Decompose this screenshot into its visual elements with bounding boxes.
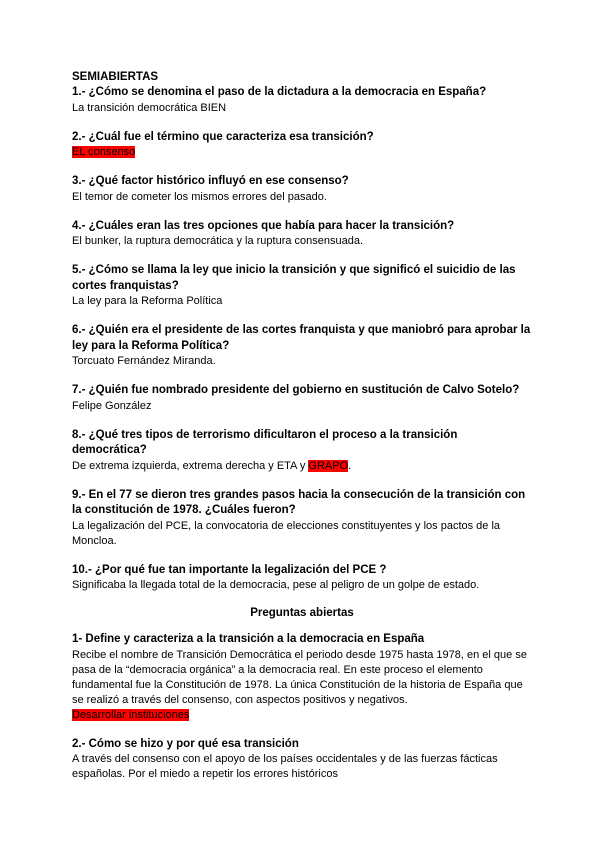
question: 2.- Cómo se hizo y por qué esa transición (72, 737, 299, 750)
document-content (72, 70, 532, 796)
highlighted-answer: Desarrollar instituciones (72, 708, 190, 721)
question: 1- Define y caracteriza a la transición a la democracia en España (72, 633, 425, 645)
question: 6.- ¿Quién era el presidente de las cortes franquista y que maniobró para aprobar la ley para la Reforma Política? (72, 324, 531, 352)
question: 2.- ¿Cuál fue el término que caracteriza esa transición? (72, 130, 374, 143)
question-block (72, 174, 532, 205)
question-block (72, 263, 532, 309)
question-block (72, 488, 532, 549)
answer: El bunker, la ruptura democrática y la ruptura consensuada. (72, 235, 364, 247)
open-questions-title: Preguntas abiertas (250, 607, 354, 619)
answer: La ley para la Reforma Política (72, 295, 223, 307)
answer: La transición democrática BIEN (72, 101, 227, 114)
question-block (72, 737, 532, 783)
answer: Significaba la llegada total de la democracia, pese al peligro de un golpe de estado. (72, 579, 480, 591)
question: 5.- ¿Cómo se llama la ley que inicio la transición y que significó el suicidio de las cortes franquistas? (72, 264, 516, 292)
answer: La legalización del PCE, la convocatoria de elecciones constituyentes y los pactos de la Moncloa. (72, 519, 501, 547)
answer: El temor de cometer los mismos errores del pasado. (72, 190, 327, 203)
question-block (72, 632, 532, 723)
question-block (72, 85, 532, 116)
answer-suffix: . (348, 459, 352, 472)
answer: Torcuato Fernández Miranda. (72, 355, 216, 367)
highlighted-answer: EL consenso (72, 146, 136, 158)
section-title: SEMIABIERTAS (72, 71, 159, 83)
answer: Felipe González (72, 399, 152, 412)
question-block (72, 219, 532, 250)
highlighted-answer: GRAPO (308, 459, 349, 472)
answer (72, 459, 532, 474)
question: 7.- ¿Quién fue nombrado presidente del gobierno en sustitución de Calvo Sotelo? (72, 384, 520, 396)
answer: A través del consenso con el apoyo de los países occidentales y de las fuerzas fácticas españolas. Por el miedo a repetir los errores históricos (72, 753, 498, 780)
question-block (72, 563, 532, 594)
question-block (72, 130, 532, 161)
question-block (72, 428, 532, 474)
question: 9.- En el 77 se dieron tres grandes pasos hacia la consecución de la transición con la constitución de 1978. ¿Cuáles fueron? (72, 488, 526, 516)
question-block (72, 323, 532, 369)
answer-text: De extrema izquierda, extrema derecha y ETA y (72, 459, 309, 472)
question: 1.- ¿Cómo se denomina el paso de la dictadura a la democracia en España? (72, 86, 487, 98)
answer: Recibe el nombre de Transición Democrática el periodo desde 1975 hasta 1978, en el que se pasa de la “democracia orgánica” a la democracia real. En este proceso el elemento fundamental fue la Constitución de 1978. La única Constitución de la historia de España que se realizó a través del consenso, con aspectos positivos y negativos. (72, 648, 527, 706)
question: 8.- ¿Qué tres tipos de terrorismo dificultaron el proceso a la transición democrática? (72, 428, 458, 456)
question-block (72, 383, 532, 414)
question: 10.- ¿Por qué fue tan importante la legalización del PCE ? (72, 563, 387, 576)
question: 3.- ¿Qué factor histórico influyó en ese consenso? (72, 175, 349, 187)
question: 4.- ¿Cuáles eran las tres opciones que había para hacer la transición? (72, 219, 455, 232)
answer (72, 145, 532, 160)
answer-note (72, 708, 532, 723)
